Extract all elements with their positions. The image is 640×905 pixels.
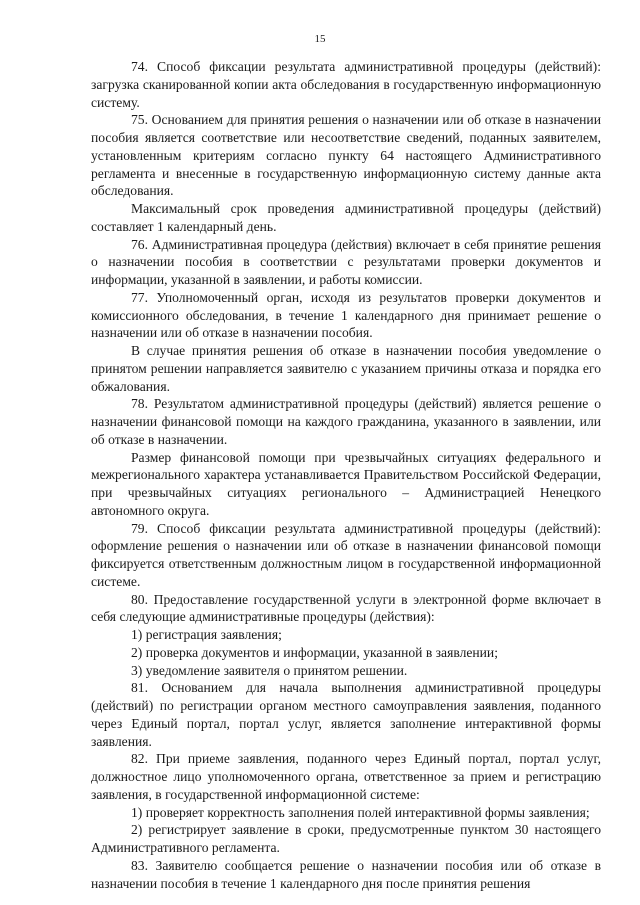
list-item: 1) регистрация заявления;	[131, 627, 282, 642]
paragraph-77: 77. Уполномоченный орган, исходя из результатов проверки документов и комиссионного обследования, в течение 1 календарного дня принимает решение о назначении или об отказе в назначении пособия.	[91, 289, 601, 341]
list-item: 3) уведомление заявителя о принятом решении.	[131, 662, 408, 678]
list-item: 1) проверяет корректность заполнения полей интерактивной формы заявления;	[131, 804, 590, 820]
paragraph-max-term: Максимальный срок проведения административной процедуры (действий) составляет 1 календарный день.	[91, 201, 601, 234]
paragraph-aid-amount: Размер финансовой помощи при чрезвычайных ситуациях федерального и межрегионального характера устанавливается Правительством Российской Федерации, при чрезвычайных ситуациях регионального – Администрацией Ненецкого автономного округа.	[91, 449, 601, 518]
paragraph-82: 82. При приеме заявления, поданного через Единый портал, портал услуг, должностное лицо уполномоченного органа, ответственное за прием и регистрацию заявления, в государственной информационной системе:	[91, 751, 601, 802]
document-body	[91, 58, 601, 892]
paragraph-75: 75. Основанием для принятия решения о назначении или об отказе в назначении пособия является соответствие или несоответствие сведений, поданных заявителем, установленным критериям согласно пункту 64 настоящего Административного регламента и внесенные в государственную информационную систему данные акта обследования.	[91, 112, 601, 199]
paragraph-81: 81. Основанием для начала выполнения административной процедуры (действий) по регистрации органом местного самоуправления заявления, поданного через Единый портал, портал услуг, является заполнение интерактивной формы заявления.	[91, 680, 601, 749]
list-item: 2) регистрирует заявление в сроки, предусмотренные пунктом 30 настоящего Административного регламента.	[91, 822, 601, 855]
page-number: 15	[314, 33, 326, 45]
paragraph-80: 80. Предоставление государственной услуги в электронной форме включает в себя следующие административные процедуры (действия):	[91, 591, 601, 625]
paragraph-74: 74. Способ фиксации результата административной процедуры (действий): загрузка сканированной копии акта обследования в государственную информационную систему.	[91, 59, 601, 110]
paragraph-78: 78. Результатом административной процедуры (действий) является решение о назначении финансовой помощи на каждого гражданина, указанного в заявлении, или об отказе в назначении.	[91, 396, 601, 447]
paragraph-76: 76. Административная процедура (действия) включает в себя принятие решения о назначении пособия в соответствии с результатами проверки документов и информации, указанной в заявлении, и работы комиссии.	[91, 236, 601, 287]
list-item: 2) проверка документов и информации, указанной в заявлении;	[131, 644, 498, 660]
paragraph-79: 79. Способ фиксации результата административной процедуры (действий): оформление решения о назначении или об отказе в назначении финансовой помощи фиксируется ответственным должностным лицом в государственной информационной системе.	[91, 520, 601, 589]
paragraph-refusal-notice: В случае принятия решения об отказе в назначении пособия уведомление о принятом решении направляется заявителю с указанием причины отказа и порядка его обжалования.	[91, 343, 601, 394]
paragraph-83: 83. Заявителю сообщается решение о назначении пособия или об отказе в назначении пособия в течение 1 календарного дня после принятия решения	[91, 857, 601, 891]
